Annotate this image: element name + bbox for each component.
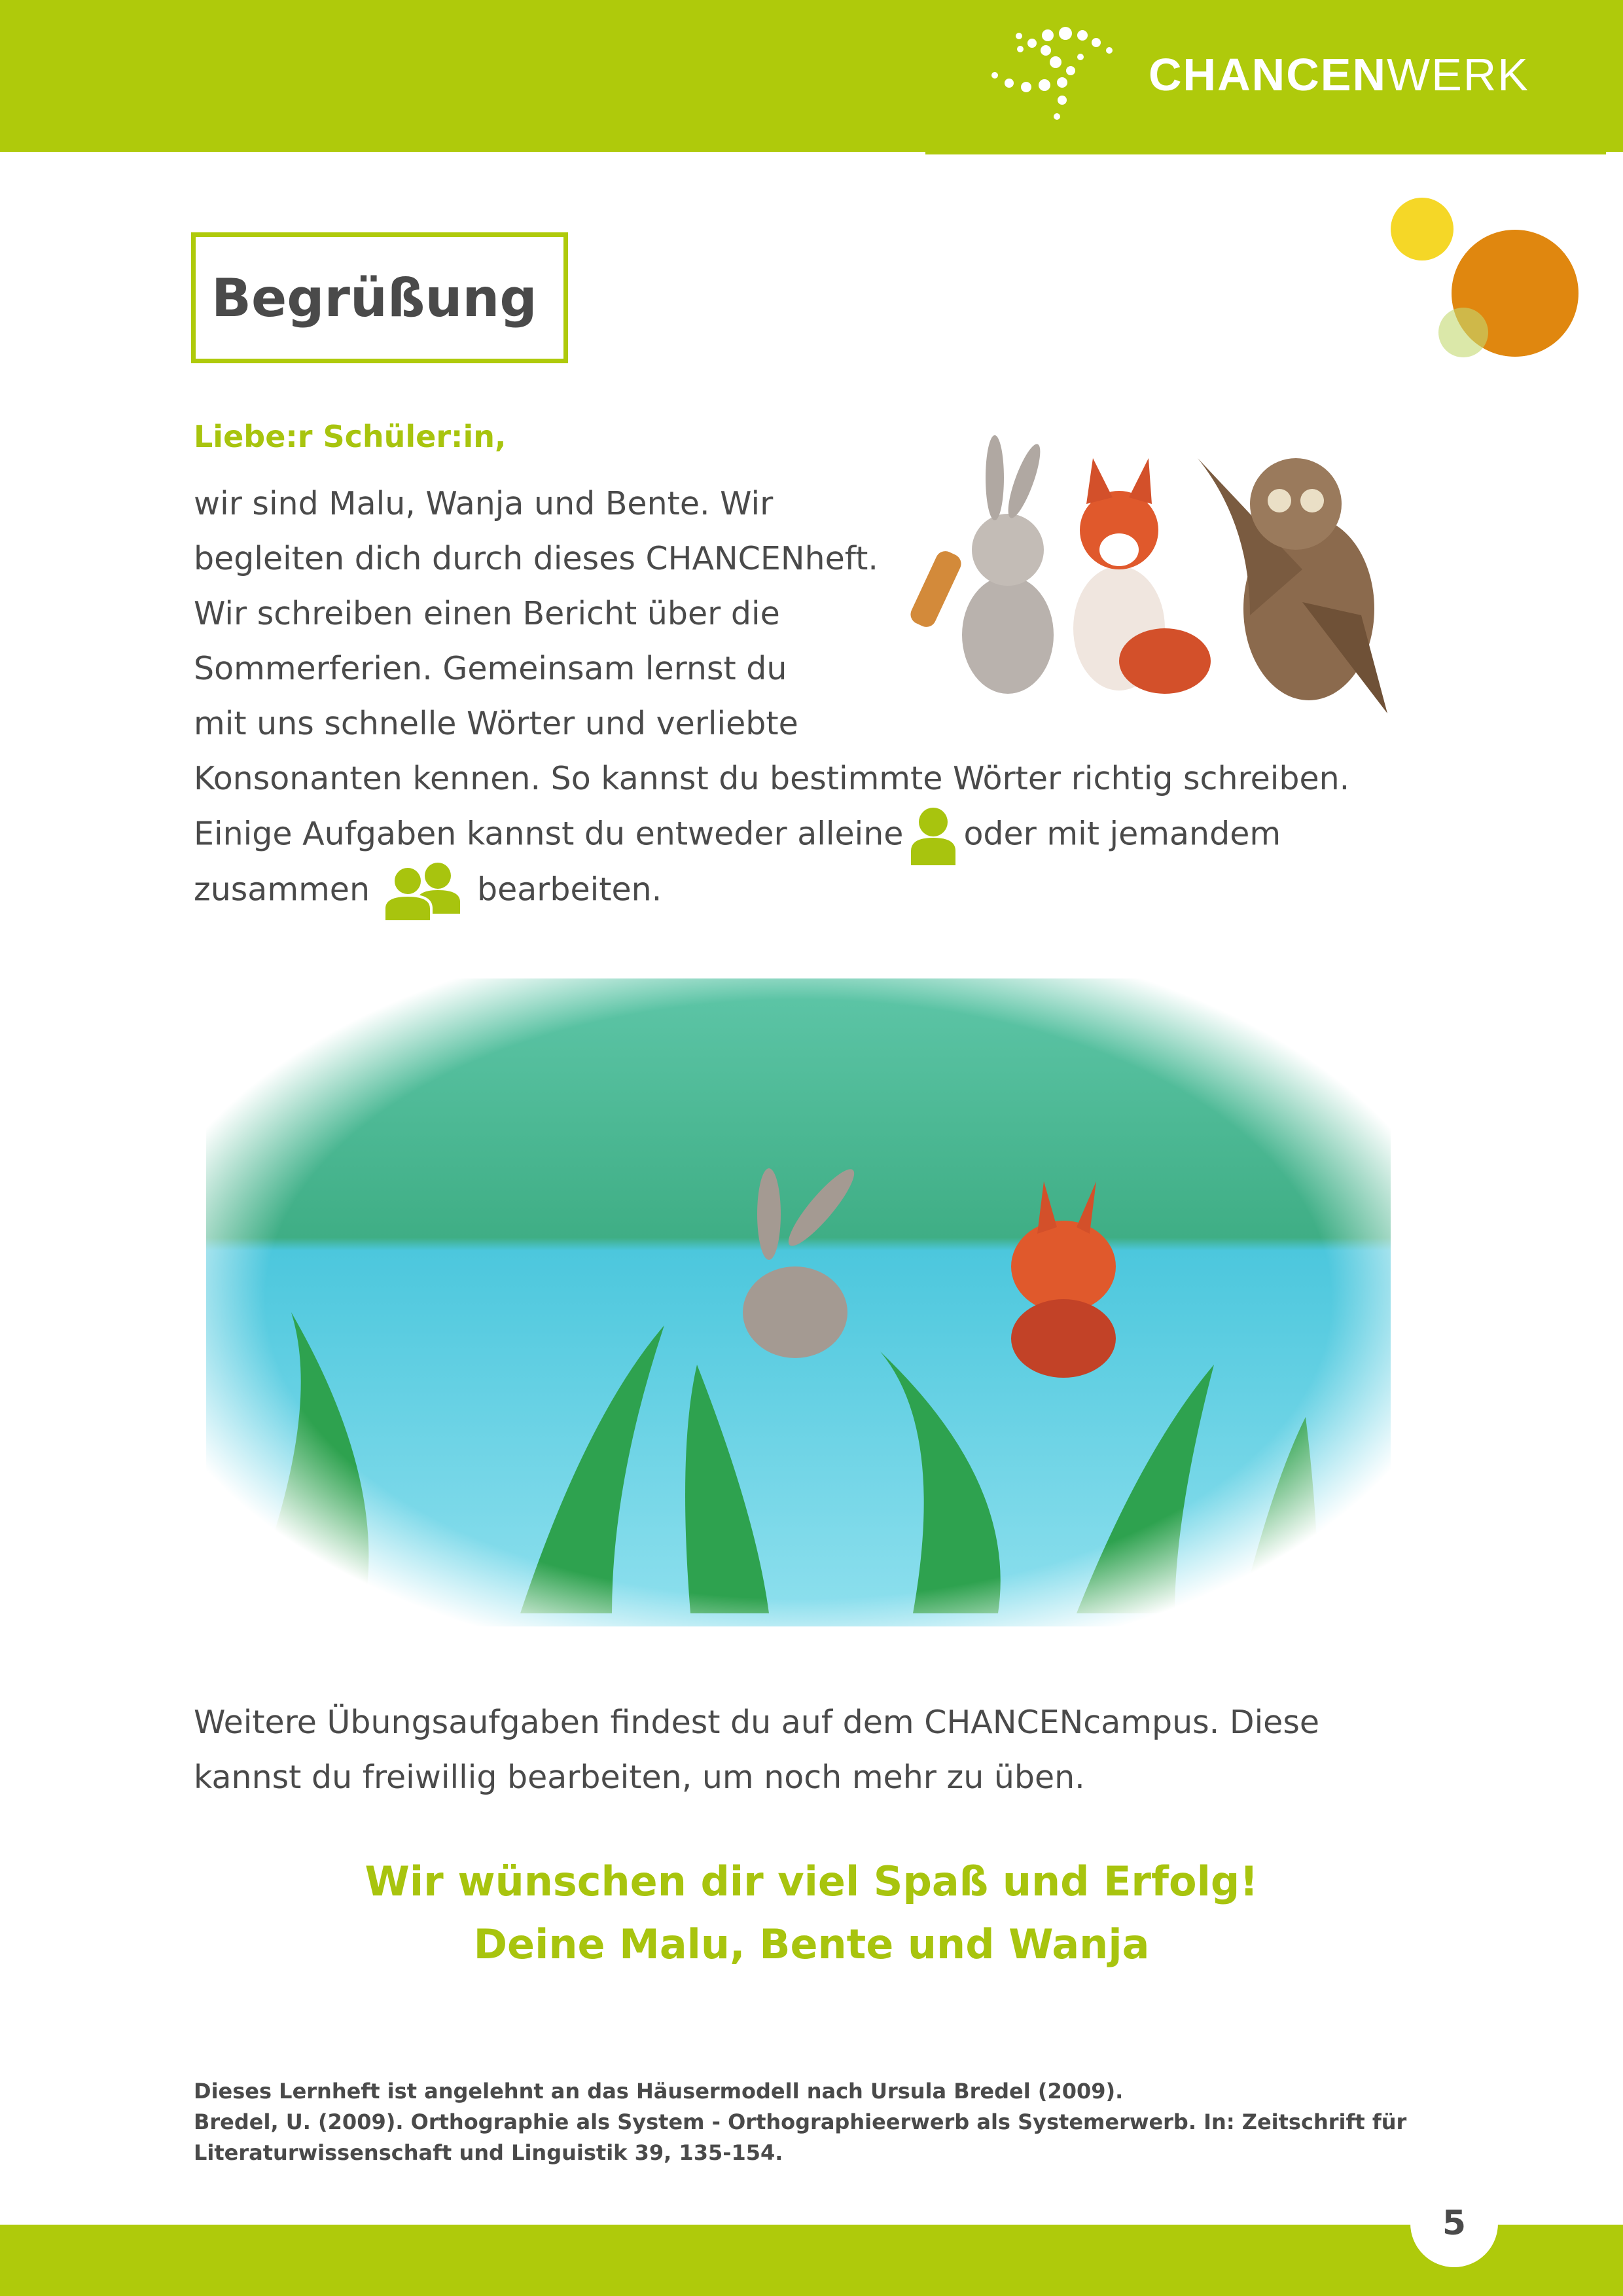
references xyxy=(194,2076,1406,2168)
text-line: wir sind Malu, Wanja und Bente. Wir xyxy=(194,485,774,522)
title-box xyxy=(191,232,568,363)
text-line: Sommerferien. Gemeinsam lernst du xyxy=(194,650,787,687)
text-segment: bearbeiten. xyxy=(477,870,662,908)
swimming-scene-illustration xyxy=(193,959,1404,1640)
page-number: 5 xyxy=(1410,2179,1498,2267)
chancenwerk-logo xyxy=(991,26,1554,124)
decorative-circles xyxy=(1374,190,1584,367)
text-line: Weitere Übungsaufgaben findest du auf dem CHANCENcampus. Diese xyxy=(194,1704,1320,1741)
two-persons-icon xyxy=(383,861,464,922)
footer-band xyxy=(0,2225,1623,2296)
header-divider xyxy=(925,152,1606,154)
text-line: kannst du freiwillig bearbeiten, um noch mehr zu üben. xyxy=(194,1759,1085,1796)
logo-text-light: WERK xyxy=(1387,49,1529,100)
page-title: Begrüßung xyxy=(211,267,537,329)
reference-line: Literaturwissenschaft und Linguistik 39, 135-154. xyxy=(194,2140,783,2165)
text-line: Konsonanten kennen. So kannst du bestimmte Wörter richtig schreiben. xyxy=(194,760,1350,797)
text-line xyxy=(194,861,1437,916)
characters-illustration xyxy=(910,419,1433,720)
rabbit-illustration xyxy=(910,435,1054,694)
campus-text xyxy=(194,1695,1319,1805)
text-segment: zusammen xyxy=(194,870,370,908)
closing-wish: Wir wünschen dir viel Spaß und Erfolg! xyxy=(365,1857,1258,1905)
single-person-icon xyxy=(910,806,957,865)
greeting: Liebe:r Schüler:in, xyxy=(194,419,507,454)
text-line: Wir schreiben einen Bericht über die xyxy=(194,595,780,632)
logo-text-bold: CHANCEN xyxy=(1149,49,1387,100)
text-segment: Einige Aufgaben kannst du entweder alleine xyxy=(194,815,904,853)
dots-logo-icon xyxy=(991,26,1122,124)
text-line: mit uns schnelle Wörter und verliebte xyxy=(194,705,798,742)
text-line: begleiten dich durch dieses CHANCENheft. xyxy=(194,540,878,577)
fox-illustration xyxy=(1073,458,1211,694)
header-band xyxy=(0,0,1623,152)
text-segment: oder mit jemandem xyxy=(963,815,1281,853)
reference-line: Bredel, U. (2009). Orthographie als System - Orthographieerwerb als Systemerwerb. In: Zeitschrift für xyxy=(194,2109,1407,2134)
reference-line: Dieses Lernheft ist angelehnt an das Häusermodell nach Ursula Bredel (2009). xyxy=(194,2079,1124,2104)
closing-signature: Deine Malu, Bente und Wanja xyxy=(473,1920,1150,1968)
text-line xyxy=(194,806,1437,861)
owl-illustration xyxy=(1198,458,1387,713)
